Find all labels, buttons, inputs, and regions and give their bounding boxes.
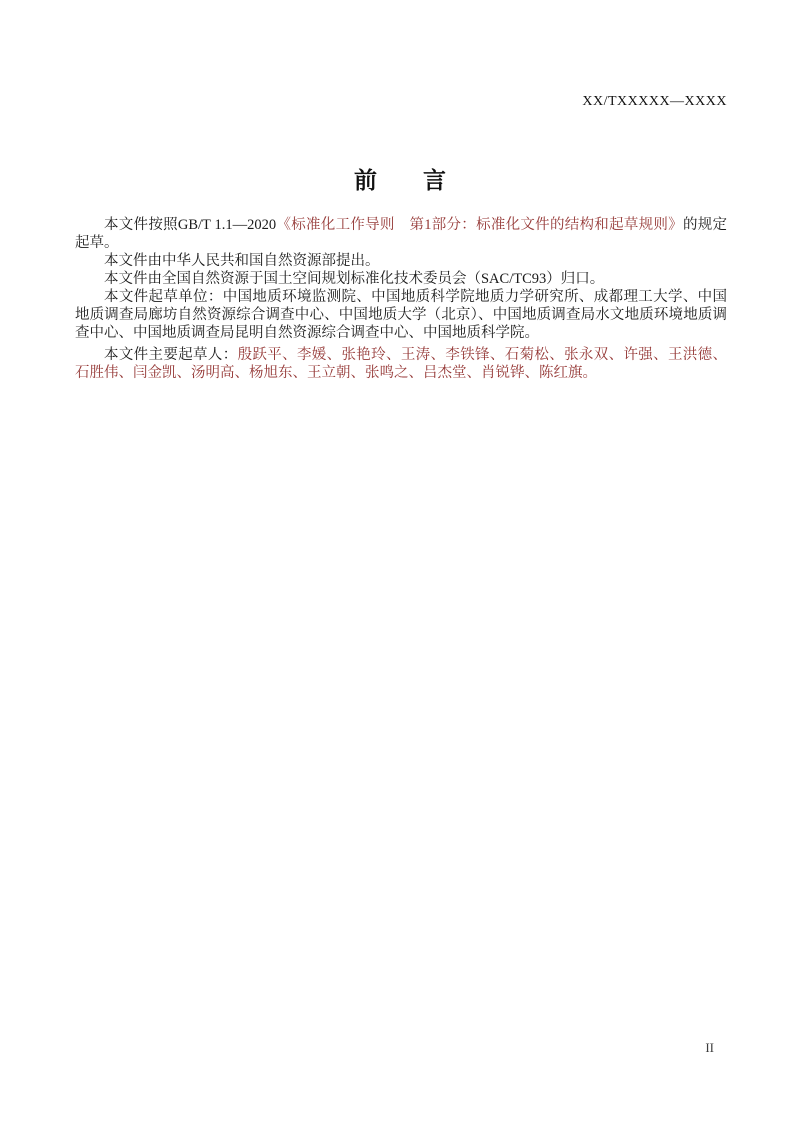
document-body: [75, 216, 727, 382]
paragraph: [75, 288, 727, 342]
standard-code: XX/TXXXXX—XXXX: [582, 94, 727, 109]
paragraph: [75, 216, 727, 252]
page-number: II: [705, 1040, 714, 1055]
text-segment: 本文件起草单位：中国地质环境监测院、中国地质科学院地质力学研究所、成都理工大学、中国地质调查局廊坊自然资源综合调查中心、中国地质大学（北京）、中国地质调查局水文地质环境地质调查中心、中国地质调查局昆明自然资源综合调查中心、中国地质科学院。: [75, 289, 727, 341]
text-segment: 本文件由中华人民共和国自然资源部提出。: [104, 253, 380, 269]
paragraph: [75, 270, 727, 288]
text-segment: 《标准化工作导则 第1部分：标准化文件的结构和起草规则》: [276, 217, 683, 233]
text-segment: 殷跃平、李媛、张艳玲、王涛、李铁锋、石菊松、张永双、许强、王洪德、石胜伟、闫金凯、汤明高、杨旭东、王立朝、张鸣之、吕杰堂、肖锐铧、陈红旗。: [75, 347, 728, 381]
paragraph: [75, 252, 727, 270]
text-segment: 本文件主要起草人：: [104, 347, 238, 363]
page-title: 前 言: [354, 167, 446, 193]
text-segment: 本文件按照GB/T 1.1—2020: [104, 217, 277, 233]
paragraph: [75, 346, 727, 382]
text-segment: 本文件由全国自然资源于国土空间规划标准化技术委员会（SAC/TC93）归口。: [104, 271, 605, 287]
text-segment: 的规定起草。: [75, 217, 728, 251]
